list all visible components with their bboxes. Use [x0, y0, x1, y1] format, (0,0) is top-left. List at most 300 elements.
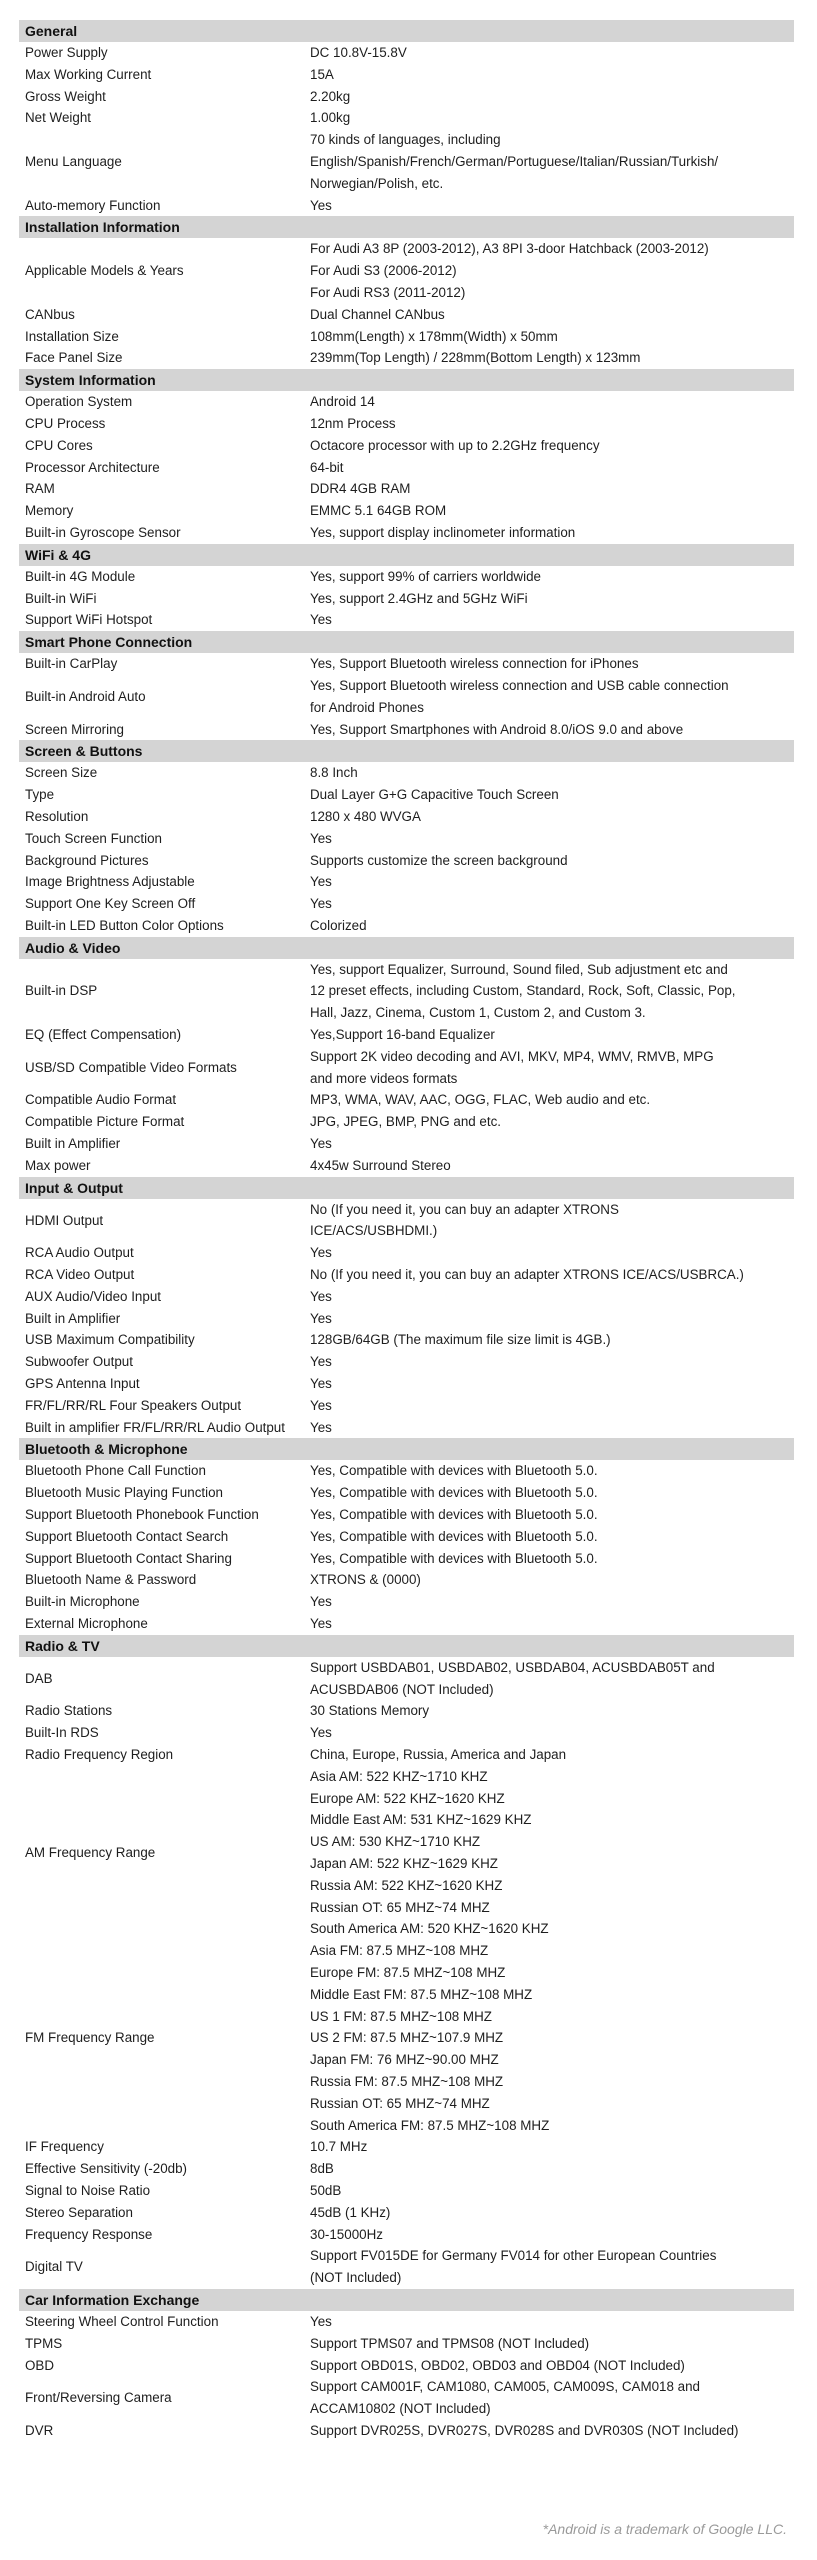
spec-value-line: Support TPMS07 and TPMS08 (NOT Included)	[310, 2335, 590, 2351]
spec-value-line: Support DVR025S, DVR027S, DVR028S and DVR030S (NOT Included)	[310, 2422, 739, 2438]
spec-value	[306, 1395, 794, 1417]
spec-value-line: Yes	[310, 1419, 332, 1435]
spec-value-line: Asia AM: 522 KHZ~1710 KHZ	[310, 1768, 488, 1784]
spec-label: Max Working Current	[25, 66, 152, 82]
spec-value-line: ICE/ACS/USBHDMI.)	[310, 1223, 438, 1239]
spec-value-line: Japan FM: 76 MHZ~90.00 MHZ	[310, 2052, 499, 2068]
spec-value-line: Yes, support Equalizer, Surround, Sound filed, Sub adjustment etc and	[310, 961, 728, 977]
spec-value-line: Yes	[310, 1594, 332, 1610]
spec-value-line: Yes, Support Bluetooth wireless connection and USB cable connection	[310, 677, 729, 693]
spec-row	[19, 2158, 794, 2180]
spec-value	[306, 2158, 794, 2180]
spec-value	[306, 1504, 794, 1526]
spec-value-line: Yes	[310, 2313, 332, 2329]
spec-value-line: Russia AM: 522 KHZ~1620 KHZ	[310, 1877, 503, 1893]
spec-label: Built-in Microphone	[25, 1594, 140, 1610]
spec-label: Touch Screen Function	[25, 830, 162, 846]
spec-value-line: Support FV015DE for Germany FV014 for other European Countries	[310, 2248, 717, 2264]
spec-row	[19, 457, 794, 479]
spec-value	[306, 1744, 794, 1766]
spec-row	[19, 806, 794, 828]
spec-label: Net Weight	[25, 110, 91, 126]
spec-row	[19, 1526, 794, 1548]
spec-label: Background Pictures	[25, 852, 149, 868]
spec-value-line: 70 kinds of languages, including	[310, 132, 501, 148]
spec-row	[19, 2136, 794, 2158]
spec-value-line: and more videos formats	[310, 1070, 458, 1086]
spec-row	[19, 478, 794, 500]
spec-label: AM Frequency Range	[25, 1845, 156, 1861]
spec-row	[19, 1482, 794, 1504]
spec-value	[306, 195, 794, 217]
spec-value	[306, 1024, 794, 1046]
spec-value-line: Europe AM: 522 KHZ~1620 KHZ	[310, 1790, 505, 1806]
spec-value-line: Android 14	[310, 394, 375, 410]
spec-label: Built in Amplifier	[25, 1310, 121, 1326]
spec-label: Applicable Models & Years	[25, 263, 184, 279]
spec-value	[306, 1460, 794, 1482]
spec-label: Built in Amplifier	[25, 1136, 121, 1152]
spec-value	[306, 850, 794, 872]
spec-value	[306, 893, 794, 915]
spec-value-line: DDR4 4GB RAM	[310, 481, 411, 497]
spec-value	[306, 762, 794, 784]
spec-value-line: Japan AM: 522 KHZ~1629 KHZ	[310, 1855, 498, 1871]
spec-value-line: 12 preset effects, including Custom, Standard, Rock, Soft, Classic, Pop,	[310, 983, 736, 999]
spec-value-line: Support USBDAB01, USBDAB02, USBDAB04, ACUSBDAB05T and	[310, 1659, 715, 1675]
spec-label: Built-in 4G Module	[25, 568, 136, 584]
spec-value-line: English/Spanish/French/German/Portuguese/Italian/Russian/Turkish/	[310, 153, 719, 169]
spec-value	[306, 2420, 794, 2442]
section-header-radio-tv: Radio & TV	[19, 1635, 794, 1657]
spec-row	[19, 1329, 794, 1351]
spec-value	[306, 1308, 794, 1330]
spec-row	[19, 1199, 794, 1243]
spec-label: Auto-memory Function	[25, 197, 161, 213]
spec-label: Operation System	[25, 394, 133, 410]
spec-row	[19, 2180, 794, 2202]
spec-value-line: Hall, Jazz, Cinema, Custom 1, Custom 2, and Custom 3.	[310, 1005, 646, 1021]
spec-label: Built-in DSP	[25, 983, 98, 999]
spec-value-line: Support 2K video decoding and AVI, MKV, MP4, WMV, RMVB, MPG	[310, 1048, 714, 1064]
spec-row	[19, 238, 794, 303]
spec-value	[306, 478, 794, 500]
spec-row	[19, 784, 794, 806]
spec-label: Support One Key Screen Off	[25, 896, 196, 912]
spec-table	[19, 20, 794, 2442]
spec-value	[306, 500, 794, 522]
spec-row	[19, 1351, 794, 1373]
spec-label: RCA Audio Output	[25, 1245, 134, 1261]
spec-label: Built-in LED Button Color Options	[25, 917, 224, 933]
spec-label: EQ (Effect Compensation)	[25, 1027, 182, 1043]
spec-value	[306, 871, 794, 893]
spec-value-line: Yes, Compatible with devices with Bluetooth 5.0.	[310, 1507, 598, 1523]
spec-row	[19, 828, 794, 850]
spec-value-line: (NOT Included)	[310, 2270, 402, 2286]
spec-value-line: US 2 FM: 87.5 MHZ~107.9 MHZ	[310, 2030, 504, 2046]
spec-label: HDMI Output	[25, 1212, 104, 1228]
spec-value	[306, 1111, 794, 1133]
spec-label: Built-in WiFi	[25, 590, 97, 606]
spec-label: IF Frequency	[25, 2139, 104, 2155]
spec-label: External Microphone	[25, 1616, 148, 1631]
spec-row	[19, 2202, 794, 2224]
spec-value-line: Yes	[310, 1310, 332, 1326]
spec-value	[306, 719, 794, 741]
spec-label: Subwoofer Output	[25, 1354, 133, 1370]
spec-value	[306, 1482, 794, 1504]
spec-row	[19, 1417, 794, 1439]
section-header-installation-information: Installation Information	[19, 216, 794, 238]
spec-value-line: 45dB (1 KHz)	[310, 2204, 391, 2220]
spec-value	[306, 653, 794, 675]
spec-label: OBD	[25, 2357, 55, 2373]
spec-value-line: 10.7 MHz	[310, 2139, 368, 2155]
spec-row	[19, 1613, 794, 1635]
spec-label: Bluetooth Name & Password	[25, 1572, 197, 1588]
spec-value-line: For Audi A3 8P (2003-2012), A3 8PI 3-door Hatchback (2003-2012)	[310, 241, 709, 257]
spec-value	[306, 304, 794, 326]
spec-value-line: Asia FM: 87.5 MHZ~108 MHZ	[310, 1943, 489, 1959]
spec-row	[19, 871, 794, 893]
spec-value-line: US 1 FM: 87.5 MHZ~108 MHZ	[310, 2008, 492, 2024]
spec-row	[19, 719, 794, 741]
spec-label: Stereo Separation	[25, 2204, 133, 2220]
spec-row	[19, 1111, 794, 1133]
spec-label: Menu Language	[25, 153, 122, 169]
spec-row	[19, 1940, 794, 2136]
spec-value	[306, 1548, 794, 1570]
spec-value-line: MP3, WMA, WAV, AAC, OGG, FLAC, Web audio and etc.	[310, 1092, 651, 1108]
spec-value-line: Dual Channel CANbus	[310, 306, 445, 322]
spec-value	[306, 1242, 794, 1264]
spec-value-line: US AM: 530 KHZ~1710 KHZ	[310, 1834, 481, 1850]
spec-row	[19, 1089, 794, 1111]
spec-value-line: 1.00kg	[310, 110, 351, 126]
spec-value	[306, 609, 794, 631]
spec-label: RAM	[25, 481, 55, 497]
spec-value-line: Yes	[310, 1616, 332, 1631]
spec-value	[306, 1089, 794, 1111]
spec-value	[306, 1286, 794, 1308]
spec-row	[19, 2224, 794, 2246]
spec-value	[306, 347, 794, 369]
spec-value-line: ACCAM10802 (NOT Included)	[310, 2401, 491, 2417]
spec-value-line: 12nm Process	[310, 415, 396, 431]
spec-row	[19, 1395, 794, 1417]
spec-value-line: For Audi S3 (2006-2012)	[310, 263, 457, 279]
spec-row	[19, 2376, 794, 2420]
spec-value-line: Yes	[310, 1725, 332, 1741]
spec-value	[306, 1264, 794, 1286]
spec-value	[306, 2245, 794, 2289]
spec-row	[19, 2355, 794, 2377]
spec-value-line: Yes	[310, 1245, 332, 1261]
spec-row	[19, 2311, 794, 2333]
spec-row	[19, 2333, 794, 2355]
spec-row	[19, 1024, 794, 1046]
spec-label: Resolution	[25, 808, 89, 824]
spec-row	[19, 762, 794, 784]
spec-label: Max power	[25, 1157, 91, 1173]
section-header-smart-phone-connection: Smart Phone Connection	[19, 631, 794, 653]
spec-label: Screen Size	[25, 765, 98, 781]
spec-label: CANbus	[25, 306, 75, 322]
spec-value	[306, 915, 794, 937]
spec-label: Signal to Noise Ratio	[25, 2182, 151, 2198]
spec-value-line: 30-15000Hz	[310, 2226, 383, 2242]
spec-value-line: South America FM: 87.5 MHZ~108 MHZ	[310, 2117, 550, 2133]
spec-value	[306, 828, 794, 850]
spec-value-line: Octacore processor with up to 2.2GHz frequency	[310, 437, 600, 453]
spec-label: Support Bluetooth Contact Sharing	[25, 1550, 232, 1566]
spec-label: Power Supply	[25, 45, 108, 60]
spec-row	[19, 1722, 794, 1744]
spec-value	[306, 1351, 794, 1373]
spec-value-line: Yes, Support Smartphones with Android 8.0/iOS 9.0 and above	[310, 721, 684, 737]
spec-value-line: Russian OT: 65 MHZ~74 MHZ	[310, 2095, 490, 2111]
spec-row	[19, 893, 794, 915]
spec-row	[19, 1569, 794, 1591]
spec-value	[306, 86, 794, 108]
spec-value-line: EMMC 5.1 64GB ROM	[310, 503, 447, 519]
spec-row	[19, 107, 794, 129]
spec-value-line: Supports customize the screen background	[310, 852, 568, 868]
spec-label: Bluetooth Music Playing Function	[25, 1485, 223, 1501]
spec-row	[19, 959, 794, 1024]
spec-row	[19, 391, 794, 413]
spec-value	[306, 1940, 794, 2136]
spec-value	[306, 588, 794, 610]
spec-value	[306, 2355, 794, 2377]
spec-value	[306, 1046, 794, 1090]
spec-label: DAB	[25, 1670, 53, 1686]
spec-value	[306, 129, 794, 194]
spec-row	[19, 915, 794, 937]
spec-value	[306, 1591, 794, 1613]
spec-value-line: Yes, support 2.4GHz and 5GHz WiFi	[310, 590, 528, 606]
spec-value	[306, 675, 794, 719]
spec-label: Radio Frequency Region	[25, 1746, 174, 1762]
spec-label: Bluetooth Phone Call Function	[25, 1463, 206, 1479]
spec-row	[19, 86, 794, 108]
spec-value	[306, 522, 794, 544]
spec-value	[306, 1722, 794, 1744]
spec-value-line: No (If you need it, you can buy an adapter XTRONS ICE/ACS/USBRCA.)	[310, 1267, 744, 1283]
spec-value	[306, 2224, 794, 2246]
spec-value-line: No (If you need it, you can buy an adapter XTRONS	[310, 1201, 619, 1217]
spec-label: AUX Audio/Video Input	[25, 1288, 161, 1304]
spec-row	[19, 653, 794, 675]
spec-value	[306, 1417, 794, 1439]
spec-row	[19, 1373, 794, 1395]
spec-label: Compatible Audio Format	[25, 1092, 177, 1108]
spec-row	[19, 1766, 794, 1940]
spec-row	[19, 1657, 794, 1701]
section-header-car-information-exchange: Car Information Exchange	[19, 2289, 794, 2311]
spec-row	[19, 1504, 794, 1526]
spec-label: Image Brightness Adjustable	[25, 874, 195, 890]
spec-row	[19, 42, 794, 64]
spec-value-line: South America AM: 520 KHZ~1620 KHZ	[310, 1921, 549, 1937]
spec-label: DVR	[25, 2422, 54, 2438]
spec-label: Built in amplifier FR/FL/RR/RL Audio Output	[25, 1419, 285, 1435]
spec-row	[19, 500, 794, 522]
spec-row	[19, 1133, 794, 1155]
spec-label: Built-in Gyroscope Sensor	[25, 524, 181, 540]
spec-value-line: Support OBD01S, OBD02, OBD03 and OBD04 (NOT Included)	[310, 2357, 685, 2373]
spec-value	[306, 566, 794, 588]
spec-value-line: Dual Layer G+G Capacitive Touch Screen	[310, 787, 559, 803]
spec-value-line: Yes	[310, 197, 332, 213]
spec-label: Front/Reversing Camera	[25, 2390, 172, 2406]
spec-row	[19, 435, 794, 457]
spec-value	[306, 457, 794, 479]
spec-label: CPU Cores	[25, 437, 93, 453]
spec-value-line: 8.8 Inch	[310, 765, 358, 781]
spec-label: Memory	[25, 503, 74, 519]
spec-value-line: China, Europe, Russia, America and Japan	[310, 1746, 567, 1762]
spec-row	[19, 1548, 794, 1570]
spec-value	[306, 107, 794, 129]
spec-value	[306, 1700, 794, 1722]
spec-value-line: Norwegian/Polish, etc.	[310, 175, 444, 191]
spec-value	[306, 64, 794, 86]
spec-row	[19, 1591, 794, 1613]
spec-value-line: Yes, support 99% of carriers worldwide	[310, 568, 541, 584]
spec-row	[19, 2245, 794, 2289]
spec-row	[19, 1155, 794, 1177]
spec-value-line: 128GB/64GB (The maximum file size limit is 4GB.)	[310, 1332, 611, 1348]
spec-value-line: XTRONS & (0000)	[310, 1572, 421, 1588]
spec-label: Radio Stations	[25, 1703, 113, 1719]
spec-label: Built-in CarPlay	[25, 656, 118, 672]
section-header-wifi-4g: WiFi & 4G	[19, 544, 794, 566]
spec-value	[306, 413, 794, 435]
spec-label: Built-In RDS	[25, 1725, 99, 1741]
spec-value	[306, 1133, 794, 1155]
spec-value-line: 50dB	[310, 2182, 342, 2198]
spec-label: FR/FL/RR/RL Four Speakers Output	[25, 1397, 242, 1413]
spec-label: Face Panel Size	[25, 350, 123, 366]
spec-row	[19, 1046, 794, 1090]
spec-value-line: 30 Stations Memory	[310, 1703, 430, 1719]
spec-row	[19, 2420, 794, 2442]
spec-value	[306, 2136, 794, 2158]
spec-value	[306, 959, 794, 1024]
spec-label: Digital TV	[25, 2259, 83, 2275]
spec-value-line: Yes	[310, 1397, 332, 1413]
spec-value-line: Russian OT: 65 MHZ~74 MHZ	[310, 1899, 490, 1915]
spec-row	[19, 1700, 794, 1722]
spec-row	[19, 195, 794, 217]
spec-value	[306, 2180, 794, 2202]
spec-label: Gross Weight	[25, 88, 106, 104]
spec-value	[306, 1526, 794, 1548]
spec-value	[306, 1329, 794, 1351]
spec-value	[306, 784, 794, 806]
spec-value-line: DC 10.8V-15.8V	[310, 45, 407, 60]
spec-row	[19, 129, 794, 194]
spec-value-line: Europe FM: 87.5 MHZ~108 MHZ	[310, 1964, 506, 1980]
spec-row	[19, 1308, 794, 1330]
spec-label: RCA Video Output	[25, 1267, 135, 1283]
spec-value	[306, 2202, 794, 2224]
section-header-audio-video: Audio & Video	[19, 937, 794, 959]
spec-value	[306, 42, 794, 64]
spec-row	[19, 675, 794, 719]
spec-value-line: Support CAM001F, CAM1080, CAM005, CAM009S, CAM018 and	[310, 2379, 701, 2395]
spec-label: Type	[25, 787, 55, 803]
spec-row	[19, 609, 794, 631]
spec-value-line: Yes, Support Bluetooth wireless connection for iPhones	[310, 656, 639, 672]
section-header-bluetooth-microphone: Bluetooth & Microphone	[19, 1438, 794, 1460]
spec-value-line: Middle East AM: 531 KHZ~1629 KHZ	[310, 1812, 532, 1828]
spec-value-line: Yes	[310, 1376, 332, 1392]
spec-label: Effective Sensitivity (-20db)	[25, 2161, 187, 2177]
spec-value-line: Yes, support display inclinometer information	[310, 524, 576, 540]
spec-value	[306, 435, 794, 457]
spec-label: Support Bluetooth Phonebook Function	[25, 1507, 259, 1523]
spec-value-line: ACUSBDAB06 (NOT Included)	[310, 1681, 494, 1697]
spec-value-line: Colorized	[310, 917, 367, 933]
spec-value-line: For Audi RS3 (2011-2012)	[310, 284, 466, 300]
spec-value	[306, 238, 794, 303]
spec-value-line: Yes, Compatible with devices with Bluetooth 5.0.	[310, 1485, 598, 1501]
spec-row	[19, 304, 794, 326]
spec-value	[306, 2311, 794, 2333]
section-header-system-information: System Information	[19, 369, 794, 391]
spec-label: GPS Antenna Input	[25, 1376, 140, 1392]
spec-value-line: Russia FM: 87.5 MHZ~108 MHZ	[310, 2073, 504, 2089]
spec-row	[19, 413, 794, 435]
spec-value-line: 1280 x 480 WVGA	[310, 808, 421, 824]
spec-label: Installation Size	[25, 328, 119, 344]
spec-label: TPMS	[25, 2335, 63, 2351]
spec-value-line: 64-bit	[310, 459, 344, 475]
spec-value	[306, 326, 794, 348]
spec-row	[19, 1744, 794, 1766]
spec-label: Compatible Picture Format	[25, 1114, 185, 1130]
spec-value	[306, 391, 794, 413]
spec-value-line: Yes,Support 16-band Equalizer	[310, 1027, 495, 1043]
spec-value-line: Middle East FM: 87.5 MHZ~108 MHZ	[310, 1986, 533, 2002]
spec-value-line: Yes	[310, 874, 332, 890]
spec-value-line: Yes, Compatible with devices with Bluetooth 5.0.	[310, 1550, 598, 1566]
spec-row	[19, 64, 794, 86]
spec-label: Screen Mirroring	[25, 721, 124, 737]
spec-row	[19, 326, 794, 348]
section-header-screen-buttons: Screen & Buttons	[19, 740, 794, 762]
spec-row	[19, 1286, 794, 1308]
spec-value-line: Yes	[310, 896, 332, 912]
spec-row	[19, 1242, 794, 1264]
spec-value	[306, 1155, 794, 1177]
spec-label: Support Bluetooth Contact Search	[25, 1528, 229, 1544]
spec-label: Frequency Response	[25, 2226, 153, 2242]
spec-label: Steering Wheel Control Function	[25, 2313, 219, 2329]
spec-value-line: 2.20kg	[310, 88, 351, 104]
spec-value	[306, 2376, 794, 2420]
spec-value-line: 8dB	[310, 2161, 334, 2177]
spec-value	[306, 1766, 794, 1940]
spec-value	[306, 1199, 794, 1243]
spec-value	[306, 1373, 794, 1395]
spec-row	[19, 1460, 794, 1482]
spec-value-line: for Android Phones	[310, 699, 424, 715]
spec-row	[19, 347, 794, 369]
